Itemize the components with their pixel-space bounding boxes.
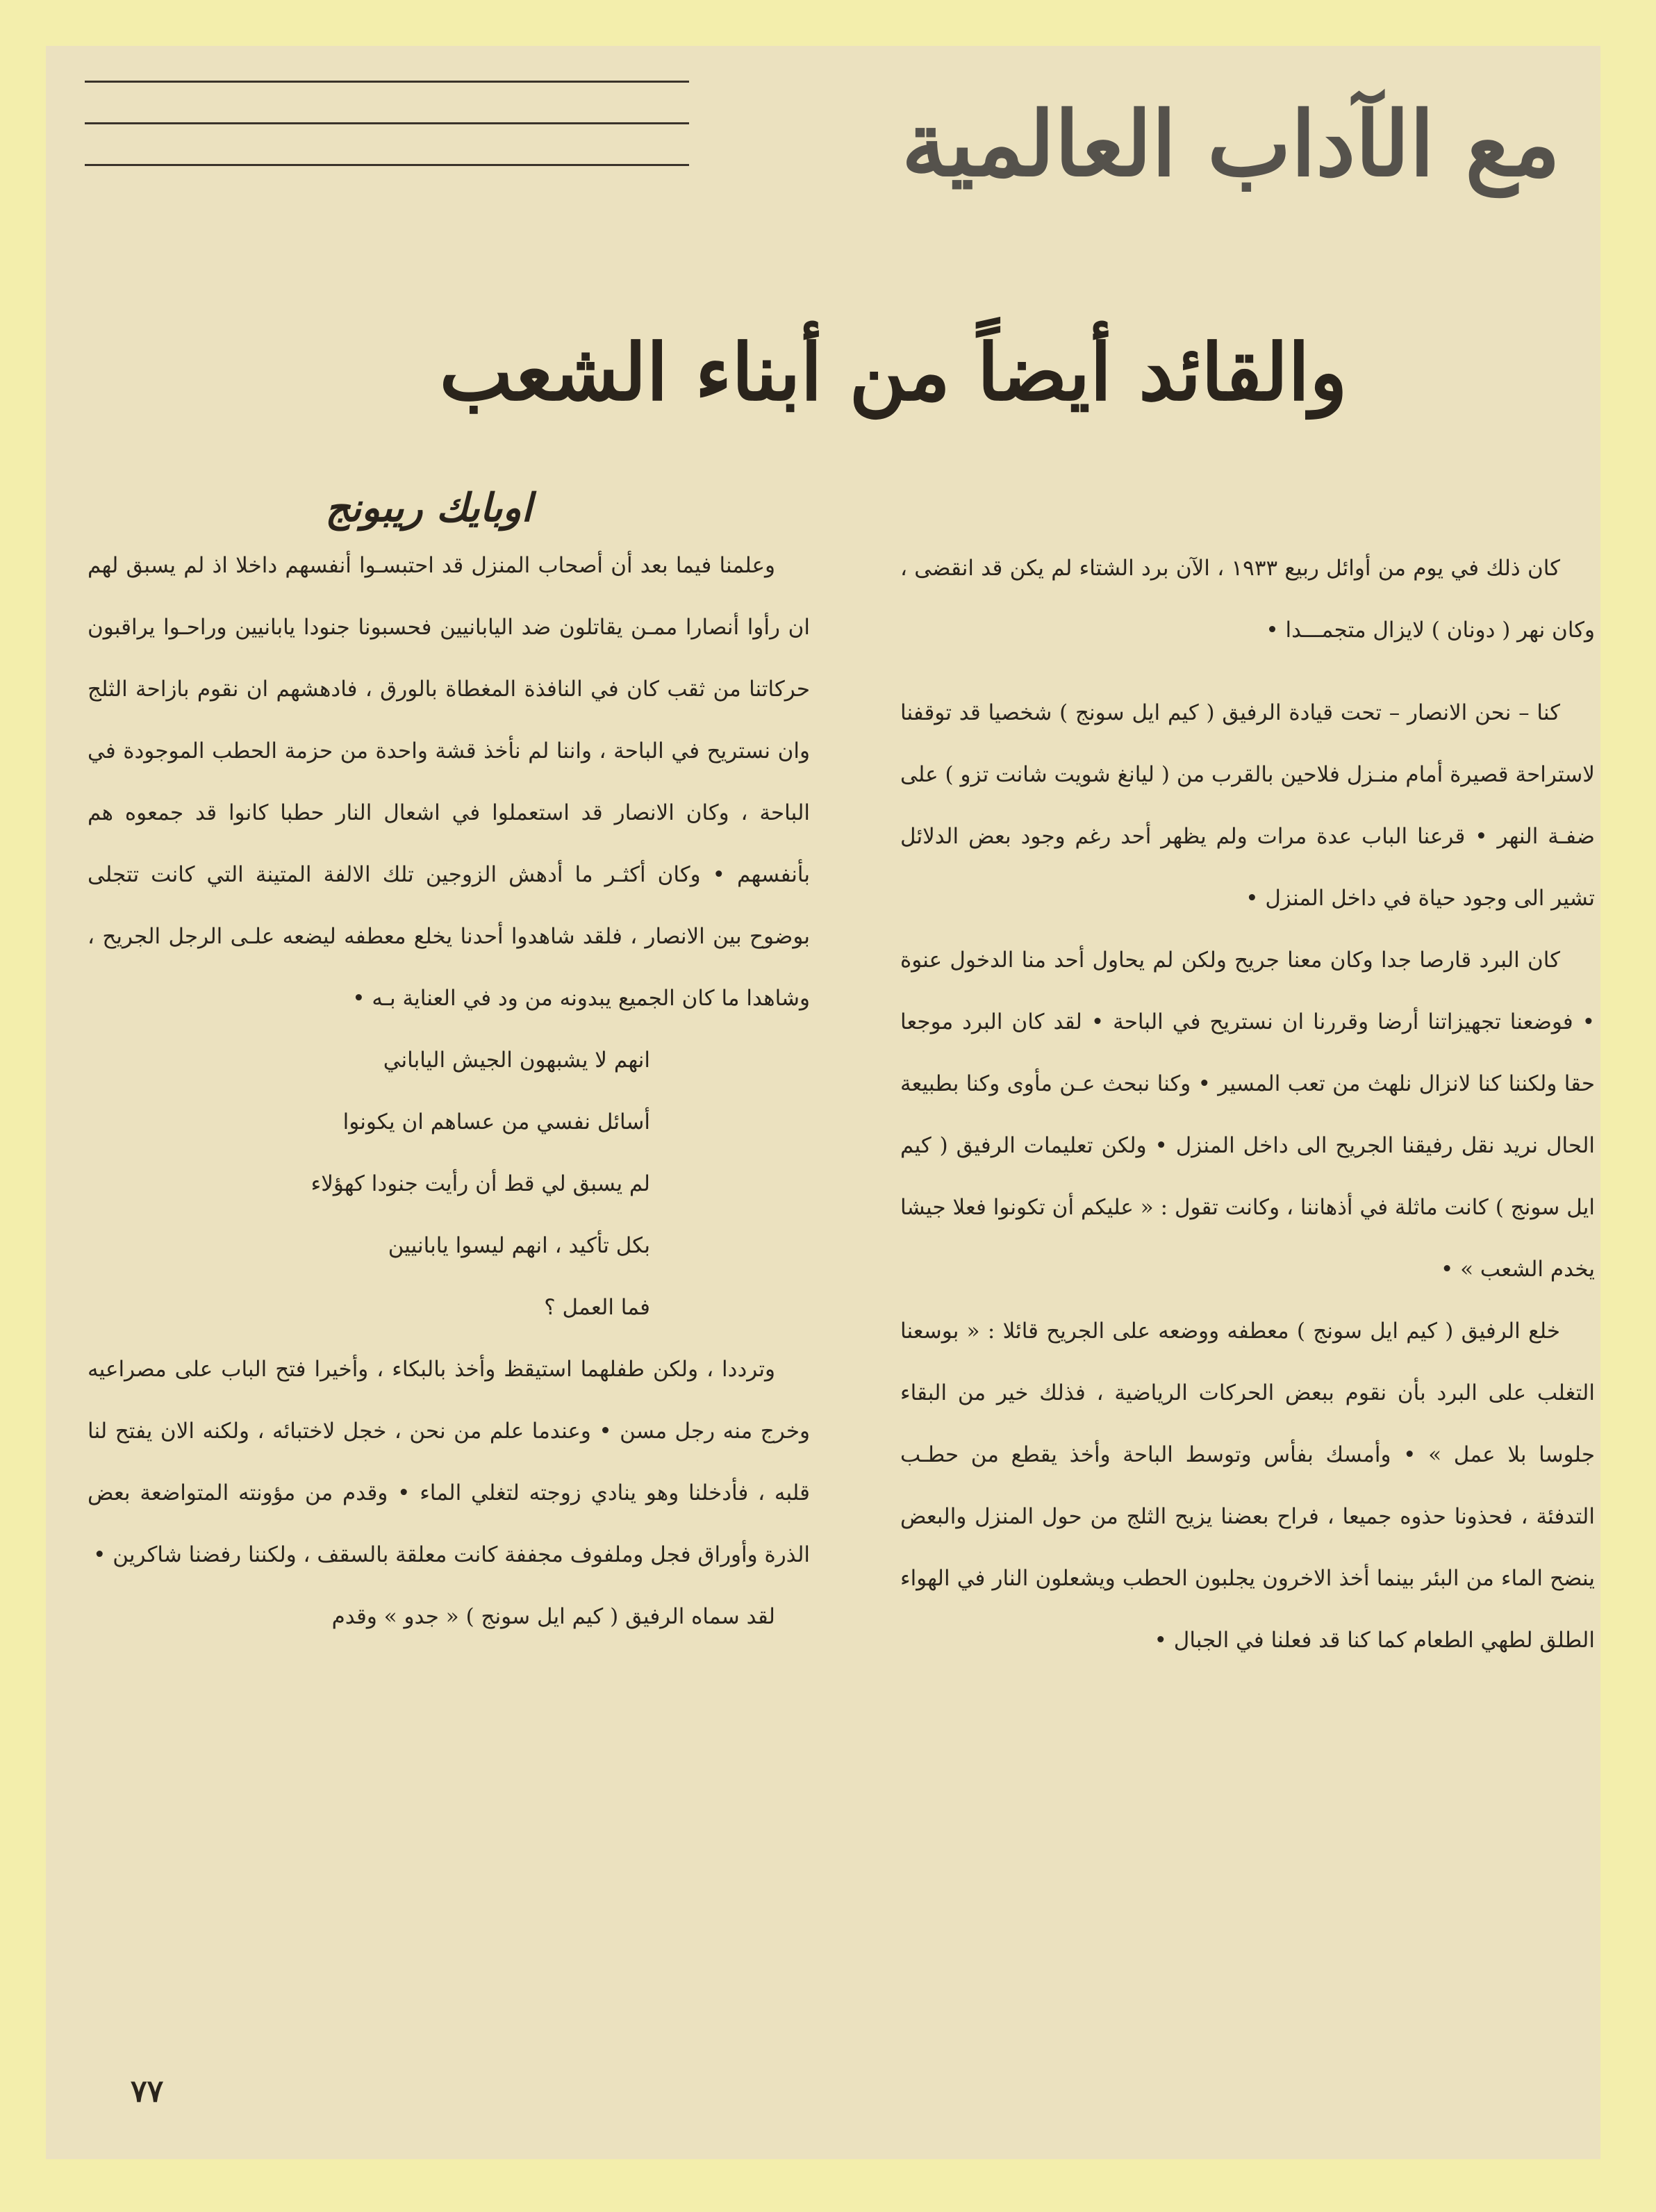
header-rule-3: [85, 164, 689, 166]
paragraph: وترددا ، ولكن طفلهما استيقظ وأخذ بالبكاء ، وأخيرا فتح الباب على مصراعيه وخرج منه رجل مسن • وعندما علم من نحن ، خجل لاختبائه ، ولكنه الان يفتح لنا قلبه ، فأدخلنا وهو ينادي زوجته لتغلي الماء • وقدم من مؤونته المتواضعة بعض الذرة وأوراق فجل وملفوف مجففة كانت معلقة بالسقف ، ولكننا رفضنا شاكرين •: [88, 1357, 810, 1567]
verse-line: فما العمل ؟: [544, 1295, 650, 1320]
paragraph: وعلمنا فيما بعد أن أصحاب المنزل قد احتبسـوا أنفسهم داخلا اذ لم يسبق لهم ان رأوا أنصارا ممـن يقاتلون ضد اليابانيين فحسبونا جنودا يابانيين وراحـوا يراقبون حركاتنا من ثقب كان في النافذة المغطاة بالورق ، فادهشهم ان نقوم بازاحة الثلج وان نستريح في الباحة ، واننا لم نأخذ قشة واحدة من حزمة الحطب الموجودة في الباحة ، وكان الانصار قد استعملوا في اشعال النار حطبا كانوا قد جمعوه هم بأنفسهم • وكان أكثـر ما أدهش الزوجين تلك الالفة المتينة التي كانت تتجلى بوضوح بين الانصار ، فلقد شاهدوا أحدنا يخلع معطفه ليضعه علـى الرجل الجريح ، وشاهدا ما كان الجميع يبدونه من ود في العناية بـه •: [88, 553, 810, 1011]
section-title: مع الآداب العالمية: [902, 92, 1560, 197]
paragraph: كان البرد قارصا جدا وكان معنا جريح ولكن لم يحاول أحد منا الدخول عنوة • فوضعنا تجهيزاتنا أرضا وقررنا ان نستريح في الباحة • لقد كان البرد موجعا حقا ولكننا كنا لانزال نلهث من تعب المسير • وكنا نبحث عـن مأوى وكنا بطبيعة الحال نريد نقل رفيقنا الجريح الى داخل المنزل • ولكن تعليمات الرفيق ( كيم ايل سونج ) كانت ماثلة في أذهاننا ، وكانت تقول : « عليكم أن تكونوا فعلا جيشا يخدم الشعب » •: [900, 948, 1595, 1282]
verse-line: بكل تأكيد ، انهم ليسوا يابانيين: [388, 1233, 650, 1258]
article-title: والقائد أيضاً من أبناء الشعب: [439, 327, 1348, 418]
left-text-column: [88, 535, 810, 1648]
header-rule-1: [85, 81, 689, 83]
paragraph: كنا – نحن الانصار – تحت قيادة الرفيق ( كيم ايل سونج ) شخصيا قد توقفنا لاستراحة قصيرة أمام منـزل فلاحين بالقرب من ( ليانغ شويت شانت تزو ) على ضفـة النهر • قرعنا الباب عدة مرات ولم يظهر أحد رغم وجود بعض الدلائل تشير الى وجود حياة في داخل المنزل •: [900, 700, 1595, 911]
paragraph: خلع الرفيق ( كيم ايل سونج ) معطفه ووضعه على الجريح قائلا : « بوسعنا التغلب على البرد بأن نقوم ببعض الحركات الرياضية ، فذلك خير من البقاء جلوسا بلا عمل » • وأمسك بفأس وتوسط الباحة وأخذ يقطع من حطـب التدفئة ، فحذونا حذوه جميعا ، فراح بعضنا يزيح الثلج من حول المنزل والبعض ينضح الماء من البئر بينما أخذ الاخرون يجلبون الحطب ويشعلون النار في الهواء الطلق لطهي الطعام كما كنا قد فعلنا في الجبال •: [900, 1319, 1595, 1653]
paragraph: كان ذلك في يوم من أوائل ربيع ١٩٣٣ ، الآن برد الشتاء لم يكن قد انقضى ، وكان نهر ( دونان ) لايزال متجمـــدا •: [900, 556, 1595, 643]
verse-line: أسائل نفسي من عساهم ان يكونوا: [342, 1109, 650, 1134]
verse-line: انهم لا يشبهون الجيش الياباني: [383, 1048, 650, 1073]
paragraph: لقد سماه الرفيق ( كيم ايل سونج ) « جدو » وقدم: [331, 1604, 775, 1629]
author-name: اوبايك ريبونج: [325, 485, 532, 531]
page-number: ٧٧: [131, 2074, 164, 2109]
header-rule-2: [85, 122, 689, 124]
verse-line: لم يسبق لي قط أن رأيت جنودا كهؤلاء: [310, 1171, 650, 1196]
right-text-column: [900, 538, 1595, 1672]
magazine-page: [46, 46, 1600, 2159]
